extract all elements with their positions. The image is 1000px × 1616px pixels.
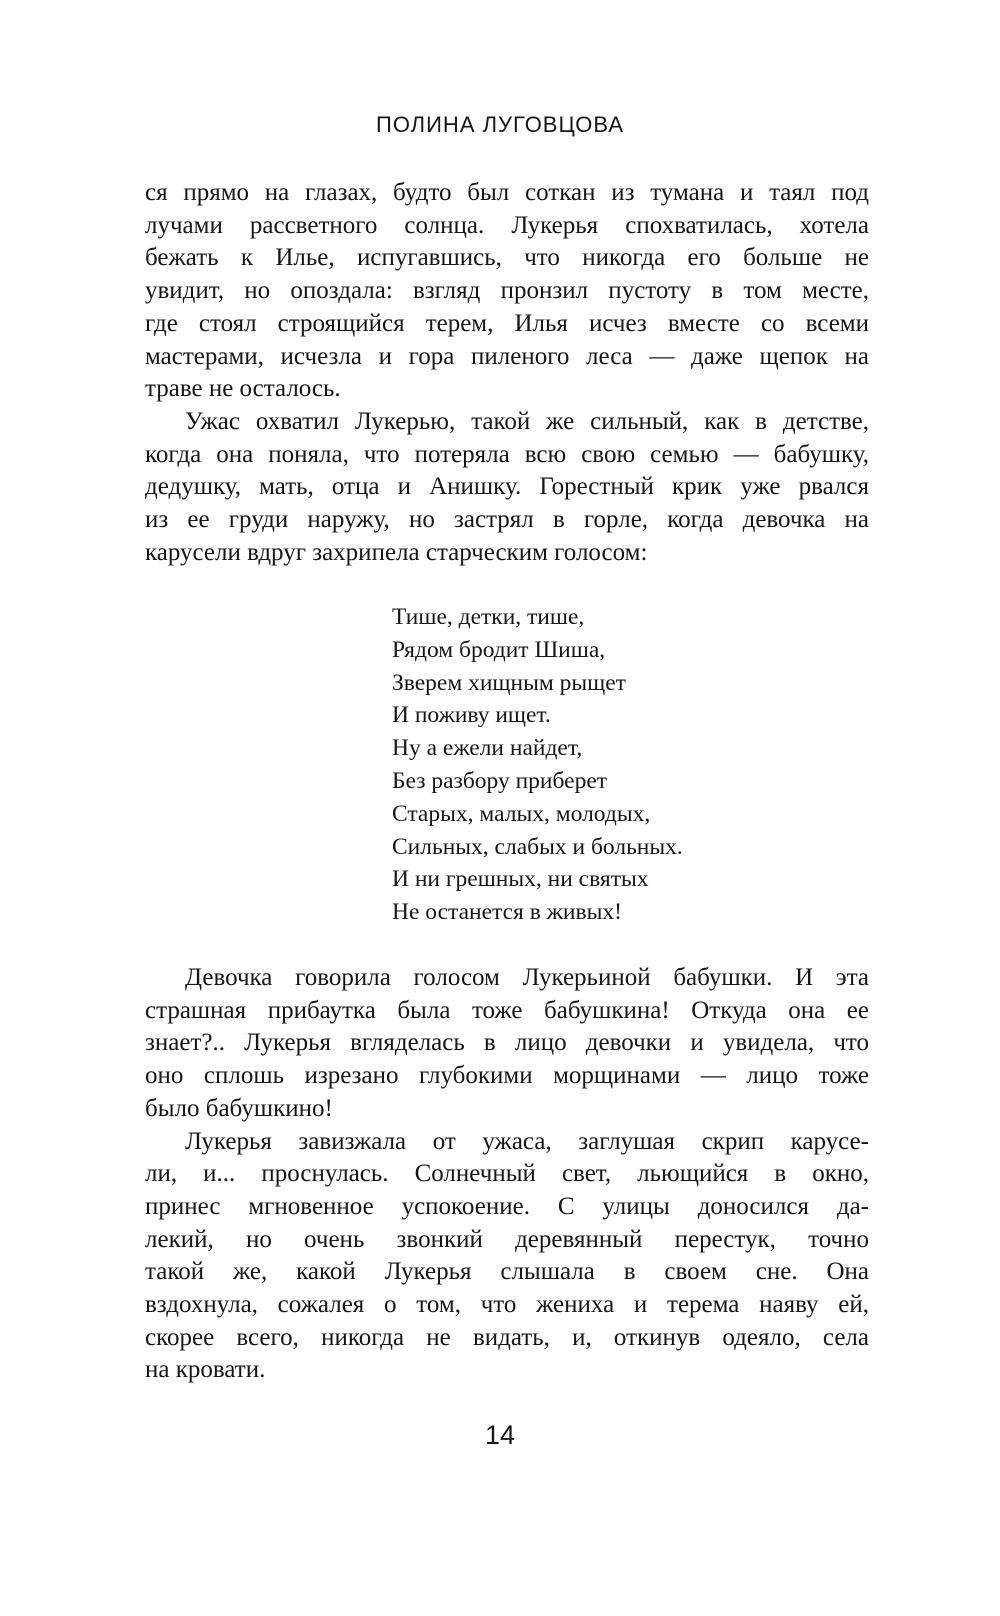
text-line: ли, и... проснулась. Солнечный свет, льющийся в окно, [145,1160,869,1188]
text-line: принес мгновенное успокоение. С улицы доносился да- [145,1192,869,1220]
poem-line: Зверем хищным рыщет [392,669,626,696]
text-line: карусели вдруг захрипела старческим голосом: [145,538,648,566]
text-line: увидит, но опоздала: взгляд пронзил пустоту в том месте, [145,277,869,305]
text-line: было бабушкино! [145,1094,333,1122]
text-line: лекий, но очень звонкий деревянный перестук, точно [145,1225,869,1253]
text-line: лучами рассветного солнца. Лукерья спохватилась, хотела [145,211,869,239]
page-number: 14 [484,1420,516,1450]
poem-line: Не останется в живых! [392,899,622,926]
text-line: где стоял строящийся терем, Илья исчез вместе со всеми [145,309,869,337]
text-line: мастерами, исчезла и гора пиленого леса — даже щепок на [145,342,869,370]
poem-line: Рядом бродит Шиша, [392,636,606,663]
text-line: Ужас охватил Лукерью, такой же сильный, как в детстве, [185,407,869,435]
text-line: Лукерья завизжала от ужаса, заглушая скрип карусе- [185,1127,869,1155]
text-line: бежать к Илье, испугавшись, что никогда его больше не [145,244,869,272]
text-line: оно сплошь изрезано глубокими морщинами — лицо тоже [145,1062,869,1090]
text-line: знает?.. Лукерья вгляделась в лицо девочки и увидела, что [145,1029,869,1057]
poem-line: Ну а ежели найдет, [392,735,583,762]
text-line: Девочка говорила голосом Лукерьиной бабушки. И эта [185,964,869,991]
text-line: ся прямо на глазах, будто был соткан из тумана и таял под [145,179,869,206]
prose-block-1 [145,177,869,569]
running-header: ПОЛИНА ЛУГОВЦОВА [376,112,624,137]
prose-block-2 [145,962,869,1387]
text-line: траве не осталось. [145,375,341,403]
poem-line: И ни грешных, ни святых [392,866,649,893]
text-line: вздохнула, сожалея о том, что жениха и терема наяву ей, [145,1291,869,1319]
poem-stanza [392,601,683,929]
text-line: на кровати. [145,1356,266,1384]
poem-line: Старых, малых, молодых, [392,800,651,827]
text-line: из ее груди наружу, но застрял в горле, когда девочка на [145,506,869,534]
text-line: такой же, какой Лукерья слышала в своем сне. Она [145,1258,869,1286]
text-line: скорее всего, никогда не видать, и, откинув одеяло, села [145,1323,869,1351]
text-line: когда она поняла, что потеряла всю свою семью — бабушку, [145,440,869,468]
poem-line: Без разбору приберет [392,767,608,794]
poem-line: Сильных, слабых и больных. [392,833,683,860]
text-line: дедушку, мать, отца и Анишку. Горестный крик уже рвался [145,473,869,501]
text-line: страшная прибаутка была тоже бабушкина! Откуда она ее [145,996,869,1024]
poem-line: И поживу ищет. [392,702,551,729]
poem-line: Тише, детки, тише, [392,604,585,630]
